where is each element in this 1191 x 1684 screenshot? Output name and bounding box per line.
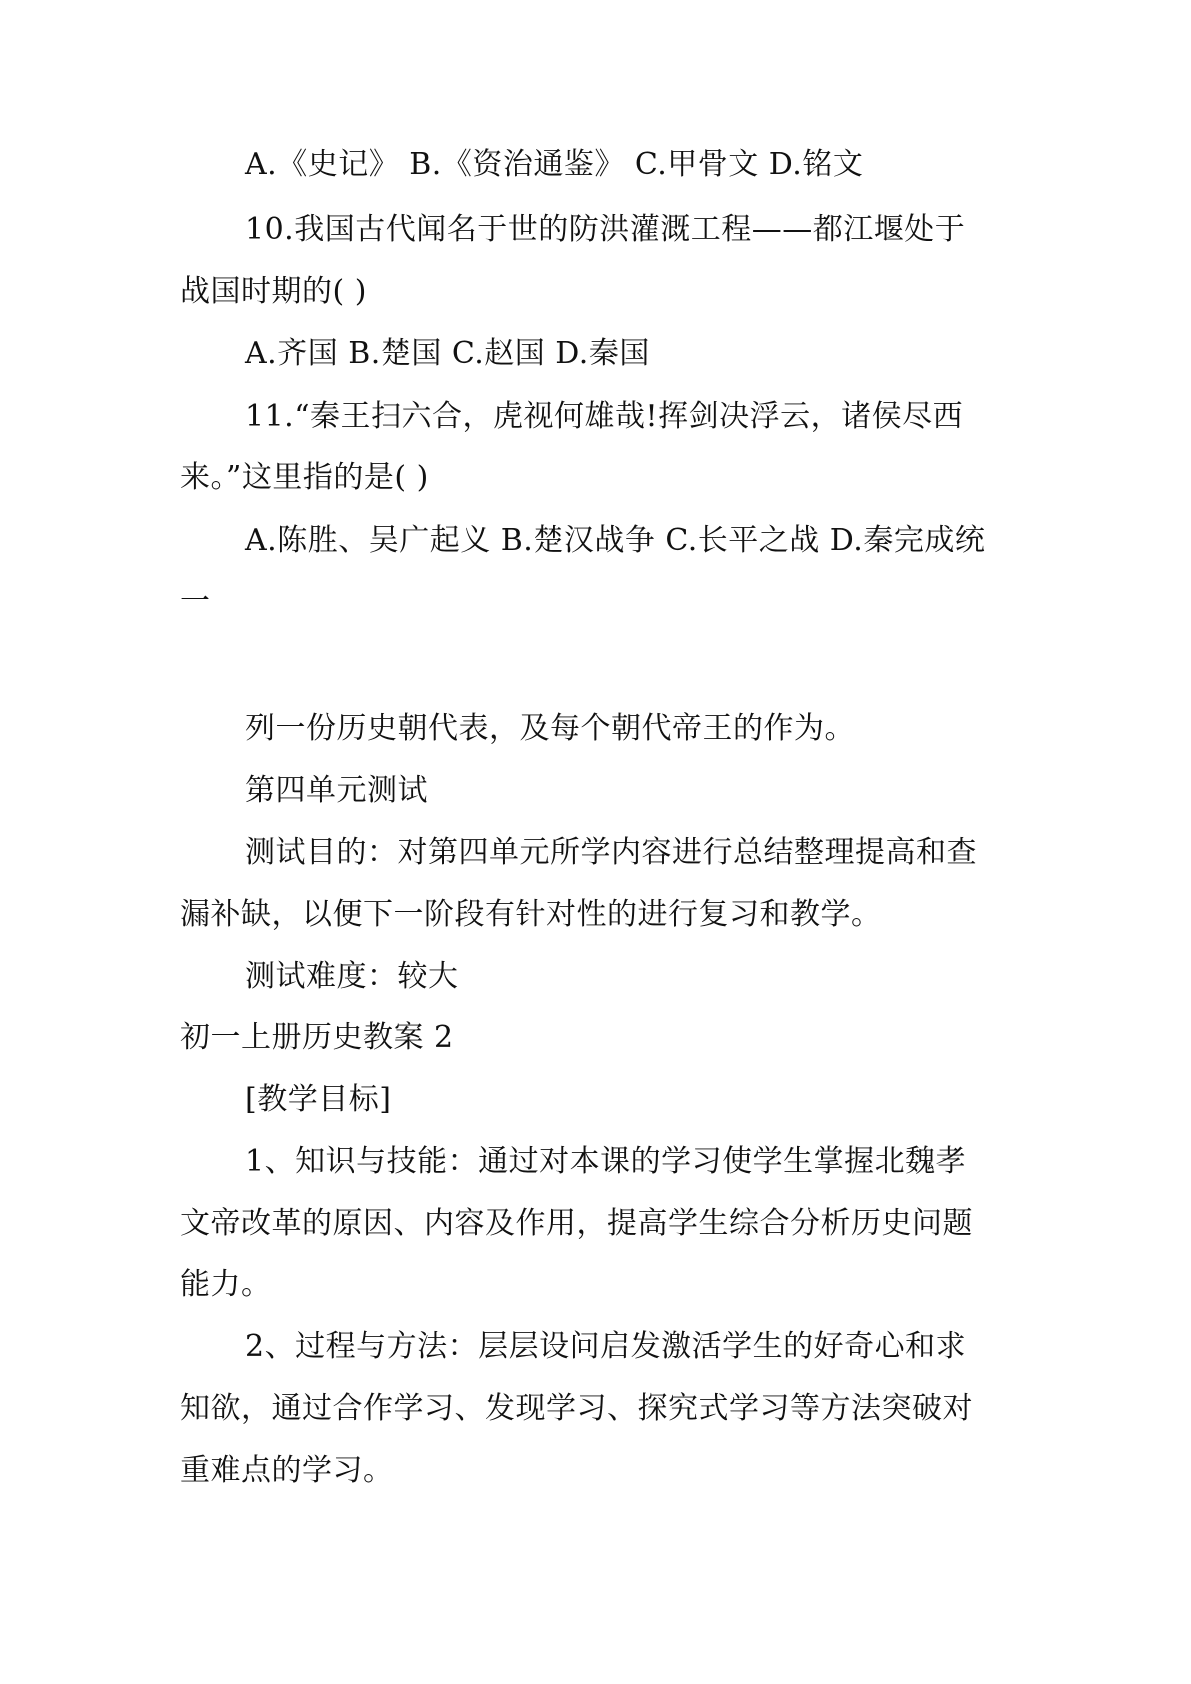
q9-options: A.《史记》 B.《资治通鉴》 C.甲骨文 D.铭文 — [245, 147, 864, 182]
goal-1-line-1: 1、知识与技能：通过对本课的学习使学生掌握北魏孝 — [245, 1144, 967, 1179]
q11-stem-line-1: 11.“秦王扫六合，虎视何雄哉!挥剑决浮云，诸侯尽西 — [245, 399, 964, 434]
goal-1-line-3: 能力。 — [180, 1267, 272, 1302]
goal-2-line-1: 2、过程与方法：层层设问启发激活学生的好奇心和求 — [245, 1329, 967, 1364]
test-purpose-line-2: 漏补缺，以便下一阶段有针对性的进行复习和教学。 — [180, 897, 882, 932]
test-difficulty: 测试难度：较大 — [245, 959, 459, 994]
goal-2-line-2: 知欲，通过合作学习、发现学习、探究式学习等方法突破对 — [180, 1391, 973, 1426]
q11-stem-line-2: 来。”这里指的是( ) — [180, 460, 429, 495]
q11-options-line-2: 一 — [180, 584, 211, 619]
teaching-goals-heading: [教学目标] — [245, 1082, 392, 1117]
lesson-plan-title: 初一上册历史教案 2 — [180, 1020, 454, 1055]
q11-options-line-1: A.陈胜、吴广起义 B.楚汉战争 C.长平之战 D.秦完成统 — [245, 523, 986, 558]
test-purpose-line-1: 测试目的：对第四单元所学内容进行总结整理提高和查 — [245, 835, 977, 870]
goal-1-line-2: 文帝改革的原因、内容及作用，提高学生综合分析历史问题 — [180, 1206, 973, 1241]
q10-options: A.齐国 B.楚国 C.赵国 D.秦国 — [245, 336, 650, 371]
unit-test-heading: 第四单元测试 — [245, 773, 428, 808]
q10-stem-line-1: 10.我国古代闻名于世的防洪灌溉工程——都江堰处于 — [245, 212, 966, 247]
goal-2-line-3: 重难点的学习。 — [180, 1453, 394, 1488]
homework-paragraph: 列一份历史朝代表，及每个朝代帝王的作为。 — [245, 711, 855, 746]
q10-stem-line-2: 战国时期的( ) — [180, 274, 367, 309]
